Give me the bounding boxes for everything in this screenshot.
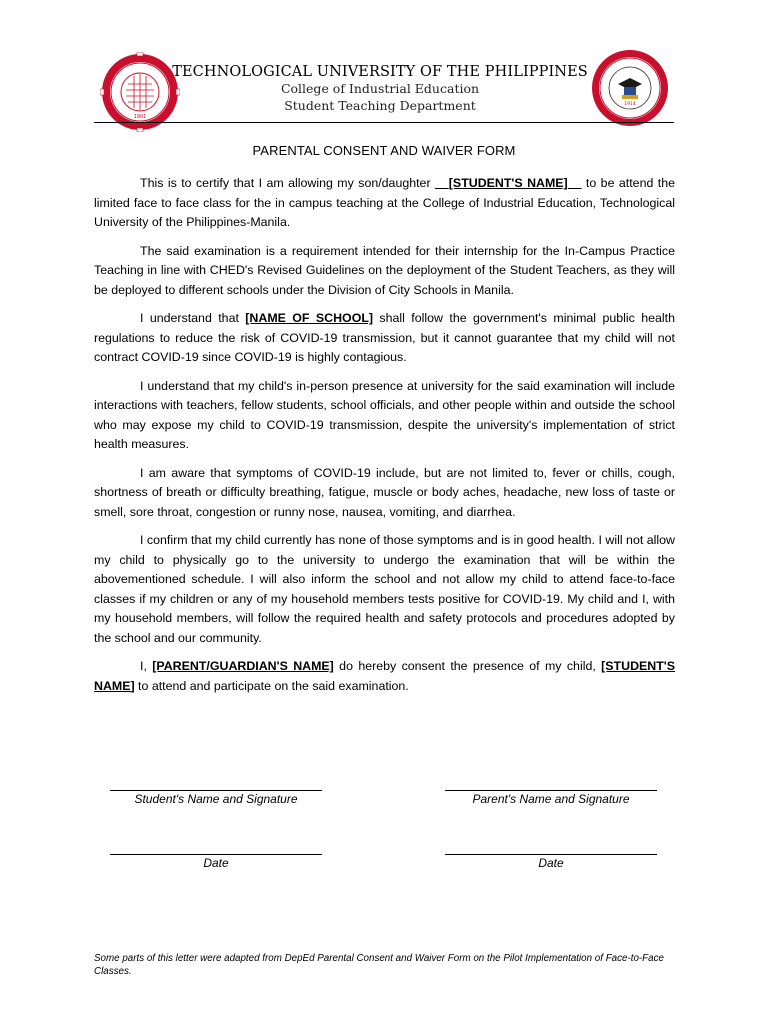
student-name-placeholder-2: [STUDENT'S NAME] xyxy=(94,659,676,693)
parent-signature-line: Parent's Name and Signature xyxy=(445,790,657,806)
student-date-line: Date xyxy=(110,854,322,870)
svg-text:1914: 1914 xyxy=(624,102,636,107)
department-name: Student Teaching Department xyxy=(284,98,476,113)
svg-text:1901: 1901 xyxy=(133,114,147,120)
student-name-placeholder: __[STUDENT'S NAME]__ xyxy=(435,176,582,190)
paragraph-in-person-risk: I understand that my child's in-person presence at university for the said examination will include interactions with teachers, fellow students, school officials, and other people within and outside the school who may expose my child to COVID-19 transmission, despite the university's implementation of strict health measures. xyxy=(94,378,675,451)
header-divider xyxy=(94,122,674,123)
paragraph-school-regulations: I understand that [NAME OF SCHOOL] shall follow the government's minimal public health regulations to reduce the risk of COVID-19 transmission, but it cannot guarantee that my child will not contract COVID-19 since COVID-19 is highly contagious. xyxy=(94,311,675,364)
footnote: Some parts of this letter were adapted from DepEd Parental Consent and Waiver Form on the Pilot Implementation of Face-to-Face Classes. xyxy=(94,953,664,977)
paragraph-certification: This is to certify that I am allowing my son/daughter __[STUDENT'S NAME]__ to be attend the limited face to face class for the in campus teaching at the College of Industrial Education, Technological University of the Philippines-Manila. xyxy=(94,176,676,229)
paragraph-requirement: The said examination is a requirement intended for their internship for the In-Campus Practice Teaching in line with CHED's Revised Guidelines on the deployment of the Student Teachers, as they will be deployed to different schools under the Division of City Schools in Manila. xyxy=(94,243,675,297)
school-name-placeholder: [NAME OF SCHOOL] xyxy=(245,311,374,325)
tup-seal-logo xyxy=(100,52,180,132)
college-name: College of Industrial Education xyxy=(280,81,480,96)
form-title: PARENTAL CONSENT AND WAIVER FORM xyxy=(252,143,516,158)
letterhead xyxy=(170,64,590,114)
cie-seal-logo xyxy=(590,48,670,128)
guardian-name-placeholder: [PARENT/GUARDIAN'S NAME] xyxy=(152,659,334,673)
paragraph-confirmation: I confirm that my child currently has none of those symptoms and is in good health. I will not allow my child to physically go to the university to undergo the examination that will be within the abovementioned schedule. I will also inform the school and not allow my child to attend face-to-face classes if my children or any of my household members tests positive for COVID-19. My child and I, with my household members, will follow the required health and safety protocols and procedures adopted by the school and our community. xyxy=(94,533,675,645)
university-name: TECHNOLOGICAL UNIVERSITY OF THE PHILIPPINES xyxy=(172,64,588,80)
letter-body xyxy=(94,174,675,705)
student-signature-line: Student's Name and Signature xyxy=(110,790,322,806)
paragraph-symptoms: I am aware that symptoms of COVID-19 include, but are not limited to, fever or chills, cough, shortness of breath or difficulty breathing, fatigue, muscle or body aches, headache, new loss of taste or smell, sore throat, congestion or runny nose, nausea, vomiting, and diarrhea. xyxy=(94,465,675,519)
paragraph-consent: I, [PARENT/GUARDIAN'S NAME] do hereby consent the presence of my child, [STUDENT'S NAME] to attend and participate on the said examination. xyxy=(94,659,676,693)
parent-date-line: Date xyxy=(445,854,657,870)
